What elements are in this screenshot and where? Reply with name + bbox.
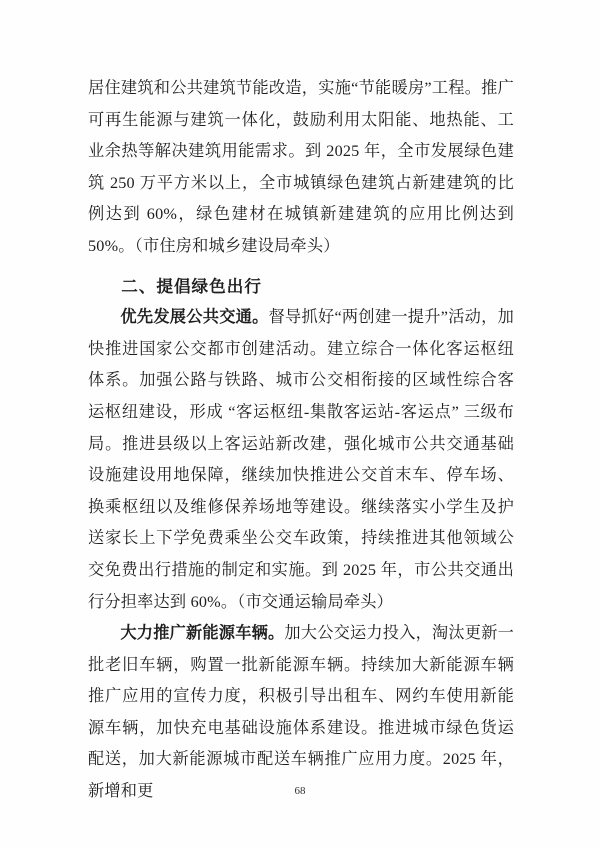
- paragraph-new-energy-vehicles: [88, 618, 514, 808]
- paragraph-lead-public-transit: 优先发展公共交通。: [120, 308, 269, 327]
- section-heading-green-travel: 二、提倡绿色出行: [121, 276, 262, 296]
- paragraph-green-buildings: 居住建筑和公共建筑节能改造，实施“节能暖房”工程。推广可再生能源与建筑一体化，鼓励利用太阳能、地热能、工业余热等解决建筑用能需求。到 2025 年，全市发展绿色建筑 250 万平方米以上，全市城镇绿色建筑占新建建筑的比例达到 60%，绿色建材在城镇新建建筑的应用比例达到 50%。（市住房和城乡建设局牵头）: [88, 79, 514, 255]
- paragraph-body-public-transit: 督导抓好“两创建一提升”活动，加快推进国家公交都市创建活动。建立综合一体化客运枢纽体系。加强公路与铁路、城市公交相衔接的区域性综合客运枢纽建设，形成 “客运枢纽-集散客运站-客运点” 三级布局。推进县级以上客运站新改建，强化城市公共交通基础设施建设用地保障，继续加快推进公交首末车、停车场、换乘枢纽以及维修保养场地等建设。继续落实小学生及护送家长上下学免费乘坐公交车政策，持续推进其他领域公交免费出行措施的制定和实施。到 2025 年，市公共交通出行分担率达到 60%。（市交通运输局牵头）: [88, 308, 514, 611]
- paragraph-body-new-energy-vehicles: 加大公交运力投入，淘汰更新一批老旧车辆，购置一批新能源车辆。持续加大新能源车辆推广应用的宣传力度，积极引导出租车、网约车使用新能源车辆，加快充电基础设施体系建设。推进城市绿色货运配送，加大新能源城市配送车辆推广应用力度。2025 年，新增和更: [88, 624, 514, 801]
- paragraph-lead-new-energy-vehicles: 大力推广新能源车辆。: [120, 624, 285, 643]
- paragraph-public-transit: [88, 302, 514, 618]
- document-body: [88, 73, 514, 808]
- page-number: 68: [294, 785, 306, 797]
